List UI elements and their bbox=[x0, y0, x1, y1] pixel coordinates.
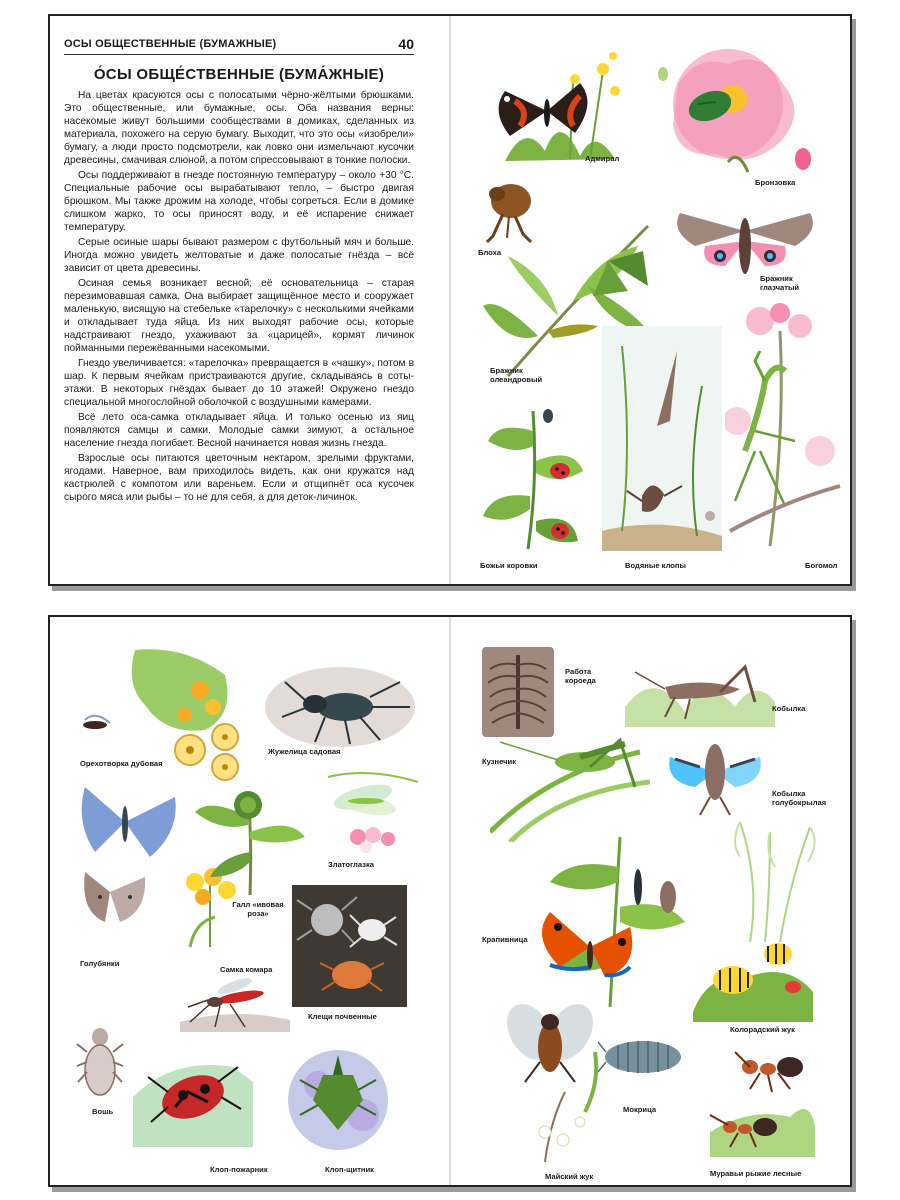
caption-eyed-hawkmoth: Бражник глазчатый bbox=[760, 274, 800, 292]
firebug-illustration bbox=[133, 1037, 253, 1147]
page-number: 40 bbox=[398, 36, 414, 52]
mosquito-illustration bbox=[180, 972, 290, 1032]
caption-mosquito: Самка комара bbox=[220, 965, 273, 974]
paragraph: На цветах красуются осы с полосатыми чёрно-жёлтыми брюшками. Это общественные, или бумажные, осы. Оба названия верны: насекомые живут большими сообществами в домиках, сделанных из материала, похожего на серую бумагу. Выходит, что это осы «изобрели» бумагу, а люди просто подсмотрели, как ловко они измельчают кусочки древесины, смачивая слюной, а потом спрессовывают в тонкие полоски. bbox=[64, 90, 414, 166]
running-header bbox=[64, 38, 414, 55]
book-spread-top bbox=[48, 14, 852, 586]
article-title: О́СЫ ОБЩЕ́СТВЕННЫЕ (БУМА́ЖНЫЕ) bbox=[93, 66, 385, 83]
admiral-butterfly-illustration bbox=[485, 41, 635, 166]
woodlouse-illustration bbox=[598, 1027, 688, 1087]
blue-winged-grasshopper-illustration bbox=[660, 727, 770, 817]
caption-soil-mites: Клещи почвенные bbox=[308, 1012, 377, 1021]
ground-beetle-illustration bbox=[260, 652, 420, 752]
caption-bronzovka: Бронзовка bbox=[755, 178, 796, 187]
louse-illustration bbox=[75, 1022, 125, 1102]
wood-ants-illustration bbox=[690, 1037, 820, 1157]
caption-kobylka: Кобылка bbox=[772, 704, 806, 713]
bronzovka-beetle-illustration bbox=[638, 44, 818, 179]
caption-admiral: Адмирал bbox=[585, 154, 620, 163]
book-spread-bottom bbox=[48, 615, 852, 1187]
caption-oleander-hawkmoth: Бражник олеандровый bbox=[490, 366, 543, 384]
paragraph: Осиная семья возникает весной; её основательница – старая перезимовавшая самка. Она выбирает защищённое место и сооружает маленькую, висящую на стебельке «тарелочку» с несколькими ячейками и откладывает туда яйца. Из них выходят рабочие осы, которые надстраивают гнездо, ухаживают за «царицей», кормят личинок пойманными пережёванными насекомыми. bbox=[64, 278, 414, 354]
may-beetle-illustration bbox=[485, 992, 605, 1162]
caption-lacewing: Златоглазка bbox=[328, 860, 374, 869]
small-tortoiseshell-illustration bbox=[490, 827, 690, 1007]
ladybirds-illustration bbox=[478, 401, 588, 551]
caption-bark-beetle: Работа короеда bbox=[565, 667, 596, 685]
caption-wood-ants: Муравьи рыжие лесные bbox=[710, 1169, 802, 1178]
running-head-title: ОСЫ ОБЩЕСТВЕННЫЕ (БУМАЖНЫЕ) bbox=[64, 38, 277, 50]
caption-blue-butterflies: Голубянки bbox=[80, 959, 120, 968]
paragraph: Всё лето оса-самка откладывает яйца. И только осенью из яиц появляются самцы и самки. Молодые самки зимуют, а остальное население гнезда погибает. Весной начинается новая жизнь гнезда. bbox=[64, 412, 414, 450]
caption-small-tortoiseshell: Крапивница bbox=[482, 935, 528, 944]
caption-firebug: Клоп-пожарник bbox=[210, 1165, 268, 1174]
lacewing-illustration bbox=[318, 757, 428, 857]
bark-beetle-work-illustration bbox=[482, 647, 554, 737]
praying-mantis-illustration bbox=[725, 301, 845, 551]
caption-blue-winged-grasshopper: Кобылка голубокрылая bbox=[772, 789, 827, 807]
caption-oak-gall-wasp: Орехотворка дубовая bbox=[80, 759, 163, 768]
caption-bush-cricket: Кузнечик bbox=[482, 757, 517, 766]
paragraph: Серые осиные шары бывают размером с футбольный мяч и больше. Иногда можно увидеть желтоватые и даже полосатые гнёзда – всё зависит от цвета древесины. bbox=[64, 236, 414, 274]
caption-mantis: Богомол bbox=[805, 561, 838, 570]
caption-flea: Блоха bbox=[478, 248, 502, 257]
caption-water-bugs: Водяные клопы bbox=[625, 561, 687, 570]
water-bugs-illustration bbox=[602, 326, 722, 551]
shieldbug-illustration bbox=[278, 1035, 398, 1155]
caption-shieldbug: Клоп-щитник bbox=[325, 1165, 374, 1174]
caption-may-beetle: Майский жук bbox=[545, 1172, 594, 1181]
bush-cricket-illustration bbox=[490, 732, 650, 842]
soil-mites-illustration bbox=[292, 885, 407, 1007]
caption-colorado-beetle: Колорадский жук bbox=[730, 1025, 795, 1034]
caption-ladybirds: Божьи коровки bbox=[480, 561, 538, 570]
willow-rose-gall-illustration bbox=[190, 777, 310, 897]
caption-louse: Вошь bbox=[92, 1107, 114, 1116]
caption-ground-beetle: Жужелица садовая bbox=[268, 747, 341, 756]
grasshopper-kobylka-illustration bbox=[625, 647, 775, 727]
article-body bbox=[64, 90, 414, 508]
paragraph: Осы поддерживают в гнезде постоянную температуру – около +30 °С. Специальные рабочие осы вырабатывают тепло, – быстро двигая брюшком. Мы также дрожим на холоде, чтобы согреться. Если в домике слишком жарко, то осы приносят воду, и её испарение снижает температуру. bbox=[64, 169, 414, 233]
colorado-beetle-illustration bbox=[688, 932, 818, 1022]
grass-illustration bbox=[710, 812, 830, 942]
caption-woodlouse: Мокрица bbox=[623, 1105, 657, 1114]
spine-gutter bbox=[449, 617, 451, 1185]
spine-gutter bbox=[449, 16, 451, 584]
paragraph: Взрослые осы питаются цветочным нектаром, зрелыми фруктами, ягодами. Наверное, вам приходилось видеть, как они кружатся над кастрюлей с компотом или вареньем. Если и отщипнёт оса кусочек сырого мяса или рыбы – то не для себя, а для деток-личинок. bbox=[64, 453, 414, 504]
paragraph: Гнездо увеличивается: «тарелочка» превращается в «чашку», потом в шар. К первым ячейкам пристраиваются другие, складываясь в соты-этажи. В некоторых гнёздах бывает до 10 этажей! Окружено гнездо специальной многослойной оболочкой с воздушными камерами. bbox=[64, 358, 414, 408]
caption-willow-gall: Галл «ивовая роза» bbox=[232, 900, 284, 918]
